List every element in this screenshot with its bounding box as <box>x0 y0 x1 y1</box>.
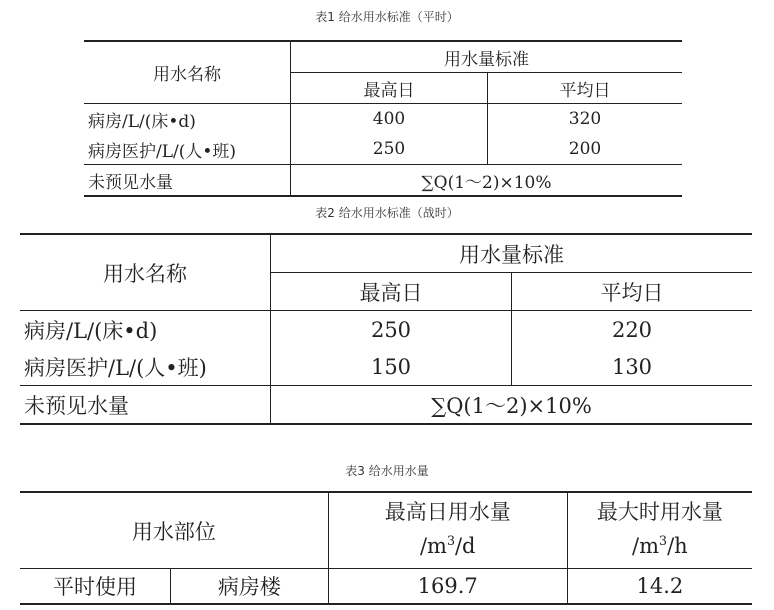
table3-header-part: 用水部位 <box>20 492 328 569</box>
table3-row-max-hour: 14.2 <box>636 574 684 598</box>
table1-row2-max: 250 <box>291 134 488 165</box>
table-row <box>84 165 682 197</box>
table2-row1-avg: 220 <box>611 317 653 342</box>
table-row <box>84 134 682 165</box>
table2-row1-max: 250 <box>271 311 512 349</box>
table2-header-max: 最高日 <box>271 273 512 311</box>
table1-row2-name: 病房医护/L/(人•班) <box>84 134 291 165</box>
table1-header-name: 用水名称 <box>84 41 291 104</box>
table3-row-building: 病房楼 <box>171 569 329 605</box>
table2-row2-name: 病房医护/L/(人•班) <box>20 348 271 386</box>
table-row <box>20 386 752 425</box>
table2 <box>20 233 752 425</box>
unit-part: /m <box>632 534 660 558</box>
table3-header-max-hour-label: 最大时用水量 <box>596 500 723 524</box>
unit-exponent: 3 <box>659 533 668 549</box>
table3-header-max-hour-unit <box>568 529 752 566</box>
table3-row-max-day: 169.7 <box>328 569 567 605</box>
table2-header-name: 用水名称 <box>20 234 271 311</box>
table1-row1-avg: 320 <box>568 109 602 129</box>
table1-header-avg: 平均日 <box>488 73 683 104</box>
unit-part: /h <box>667 534 688 558</box>
table1-header-group: 用水量标准 <box>291 41 683 73</box>
table-row <box>20 311 752 349</box>
table3-header-max-day-label: 最高日用水量 <box>384 500 511 524</box>
table2-header-avg: 平均日 <box>512 273 753 311</box>
table2-header-group: 用水量标准 <box>271 234 753 273</box>
table-row <box>20 348 752 386</box>
table1-unforeseen-value: ∑Q(1～2)×10% <box>291 165 683 197</box>
table3-row-usage: 平时使用 <box>20 569 171 605</box>
table1-row1-name: 病房/L/(床•d) <box>84 104 291 135</box>
table2-row2-max: 150 <box>271 348 512 386</box>
table1 <box>84 40 682 197</box>
table3-caption: 表3 给水用水量 <box>345 464 429 478</box>
table2-caption: 表2 给水用水标准（战时） <box>315 206 459 220</box>
table1-header-max: 最高日 <box>291 73 488 104</box>
table3 <box>20 491 752 605</box>
table-row <box>20 569 752 605</box>
table-row <box>84 104 682 135</box>
table2-row2-avg: 130 <box>611 354 653 379</box>
table1-row1-max: 400 <box>291 104 488 135</box>
table3-header-max-hour <box>567 492 752 569</box>
unit-part: /m <box>419 534 447 558</box>
table2-unforeseen-label: 未预见水量 <box>20 386 271 425</box>
table1-row2-avg: 200 <box>568 139 602 159</box>
table2-row1-name: 病房/L/(床•d) <box>20 311 271 349</box>
table3-header-max-day <box>328 492 567 569</box>
table2-unforeseen-value: ∑Q(1～2)×10% <box>271 386 753 425</box>
table3-header-max-day-unit <box>329 529 567 566</box>
unit-part: /d <box>454 534 476 558</box>
table1-unforeseen-label: 未预见水量 <box>84 165 291 197</box>
table1-caption: 表1 给水用水标准（平时） <box>315 10 459 24</box>
unit-exponent: 3 <box>446 533 455 549</box>
